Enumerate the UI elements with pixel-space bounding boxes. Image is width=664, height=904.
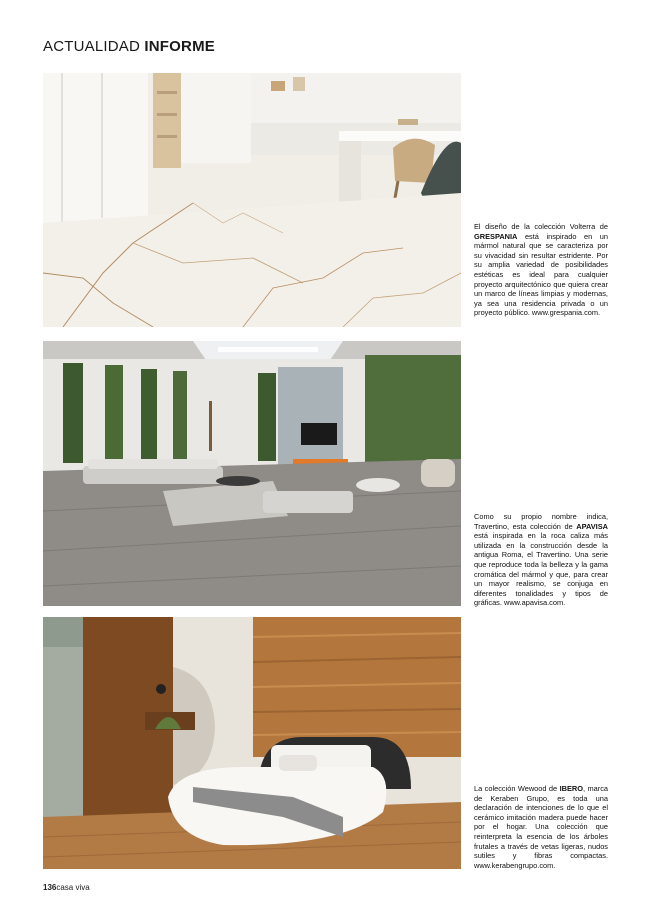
article-text-body: , marca de Keraben Grupo, es toda una declaración de intenciones de lo que el cerámico imitación madera puede hacer por el hogar. Una colección que reinterpreta la esencia de los árboles frutales a través de vetas ligeras, nudos sutiles y fibras compactas. www.kerabengrupo.com. <box>474 784 608 870</box>
section-subsection: INFORME <box>144 38 215 55</box>
brand-name: GRESPANIA <box>474 231 518 241</box>
brand-name: APAVISA <box>576 521 608 531</box>
section-header <box>43 38 215 55</box>
article-apavisa <box>474 512 608 608</box>
article-text-body: está inspirado en un mármol natural que se caracteriza por su vivacidad sin resultar estridente. Por su amplia variedad de posibilidades estéticas es ideal para cualquier proyecto arquitectónico que quiera crear un marco de líneas limpias y modernas, ya sea una residencia privada o un proyecto público. www.grespania.com. <box>474 231 608 318</box>
article-grespania <box>474 222 608 318</box>
page-footer <box>43 883 90 892</box>
photo-travertine-living-room <box>43 341 461 606</box>
article-text-intro: La colección Wewood de <box>474 784 560 793</box>
article-ibero <box>474 784 608 870</box>
photo-wood-bedroom <box>43 617 461 869</box>
section-name: ACTUALIDAD <box>43 38 141 55</box>
article-text-intro: Como su propio nombre indica, Travertino, esta colección de <box>474 512 608 531</box>
photo-marble-kitchen <box>43 73 461 327</box>
page-number: 136 <box>43 883 57 892</box>
magazine-name: casa viva <box>56 883 90 892</box>
article-text-body: está inspirada en la roca caliza más utilizada en la construcción desde la antigua Roma, el Travertino. Una serie que reproduce toda la belleza y la gama cromática del mármol y que, para crear un mayor realismo, se conjuga en diferentes tonalidades y tipos de gráficas. www.apavisa.com. <box>474 531 608 608</box>
brand-name: IBERO <box>559 784 583 793</box>
article-text-intro: El diseño de la colección Volterra de <box>474 222 608 231</box>
